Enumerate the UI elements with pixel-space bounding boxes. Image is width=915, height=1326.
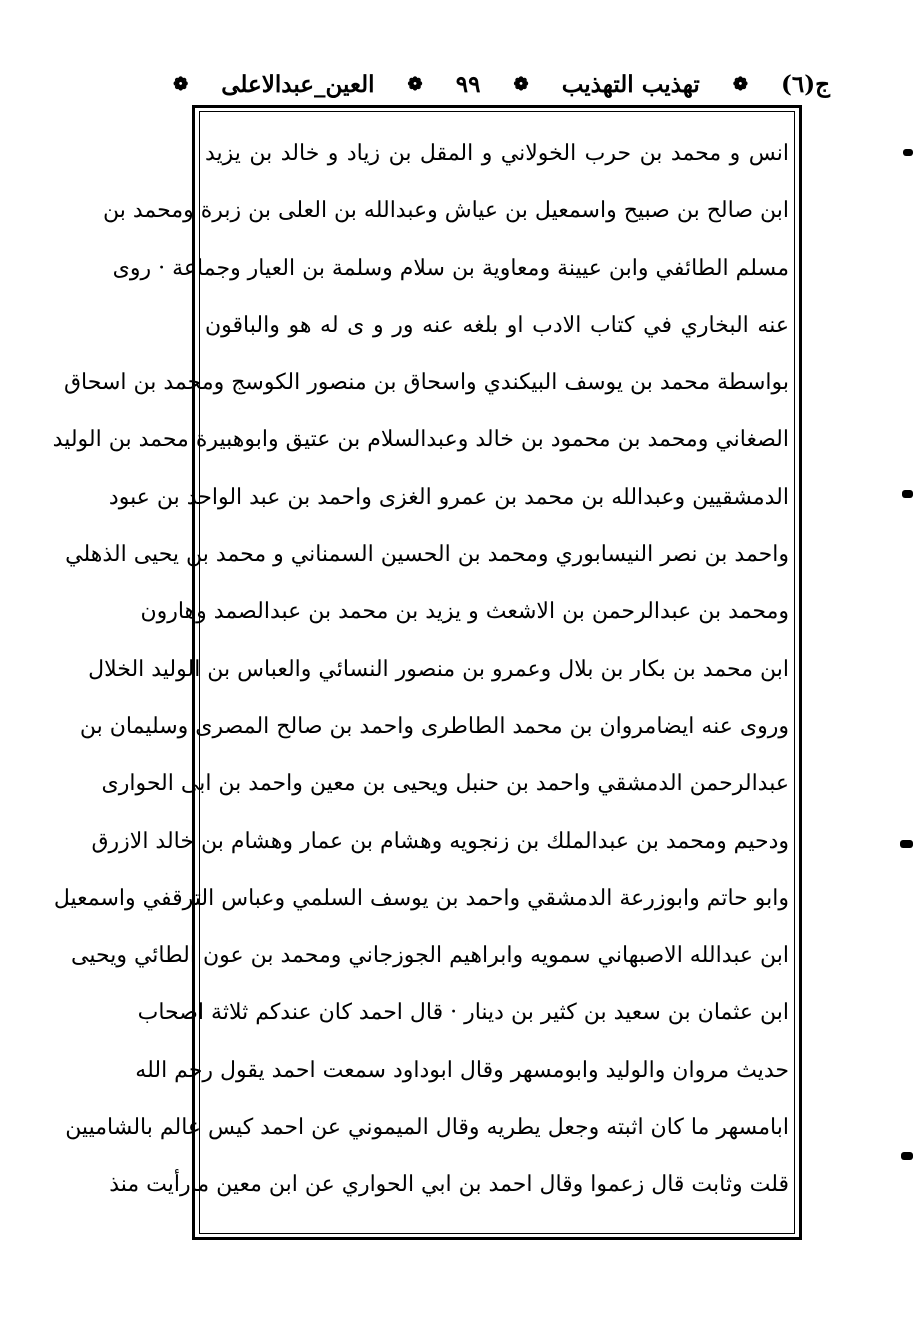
text-line: ابن محمد بن بكار بن بلال وعمرو بن منصور النسائي والعباس بن الوليد الخلال	[88, 656, 789, 682]
text-line: وروى عنه ايضامروان بن محمد الطاطرى واحمد بن صالح المصرى وسليمان بن	[79, 713, 789, 739]
book-title: تهذيب التهذيب	[561, 70, 700, 98]
text-line: وابو حاتم وابوزرعة الدمشقي واحمد بن يوسف السلمي وعباس الترقفي واسمعيل	[53, 885, 789, 911]
running-header	[170, 62, 830, 106]
text-line: ابن عثمان بن سعيد بن كثير بن دينار · قال احمد كان عندكم ثلاثة اصحاب	[137, 1000, 789, 1026]
text-line: واحمد بن نصر النيسابوري ومحمد بن الحسين السمناني و محمد بن يحيى الذهلي	[65, 542, 789, 568]
margin-mark	[902, 490, 913, 498]
text-line: انس و محمد بن حرب الخولاني و المقل بن زياد و خالد بن يزيد	[205, 141, 789, 166]
ornament-icon: ❁	[732, 73, 748, 95]
ornament-icon: ❁	[173, 73, 189, 95]
volume-label: ج(٦)	[781, 70, 830, 98]
text-line: عنه البخاري في كتاب الادب او بلغه عنه ور و ى له هو والباقون	[205, 312, 789, 338]
margin-mark	[903, 149, 913, 156]
text-line: ابامسهر ما كان اثبته وجعل يطريه وقال الميموني عن احمد كيس عالم بالشاميين	[65, 1115, 789, 1141]
text-line: عبدالرحمن الدمشقي واحمد بن حنبل ويحيى بن معين واحمد بن ابى الحوارى	[101, 771, 789, 797]
text-body	[52, 125, 789, 1214]
section-heading: العين_عبدالاعلى	[221, 70, 375, 98]
margin-mark	[901, 1152, 913, 1160]
text-line: ودحيم ومحمد بن عبدالملك بن زنجويه وهشام بن عمار وهشام بن خالد الازرق	[91, 828, 789, 854]
ornament-icon: ❁	[407, 73, 423, 95]
text-line: قلت وثابت قال زعموا وقال احمد بن ابي الحواري عن ابن معين مارأيت منذ	[109, 1172, 789, 1198]
margin-mark	[900, 840, 913, 848]
text-line: مسلم الطائفي وابن عيينة ومعاوية بن سلام وسلمة بن العيار وجماعة · روى	[112, 255, 789, 281]
text-line: ومحمد بن عبدالرحمن بن الاشعث و يزيد بن محمد بن عبدالصمد وهارون	[140, 599, 789, 625]
text-line: حديث مروان والوليد وابومسهر وقال ابوداود سمعت احمد يقول رحم الله	[135, 1057, 789, 1083]
text-line: ابن عبدالله الاصبهاني سمويه وابراهيم الجوزجاني ومحمد بن عون الطائي ويحيى	[71, 943, 789, 969]
text-line: الدمشقيين وعبدالله بن محمد بن عمرو الغزى واحمد بن عبد الواحد بن عبود	[108, 484, 789, 510]
text-line: بواسطة محمد بن يوسف البيكندي واسحاق بن منصور الكوسج ومحمد بن اسحاق	[63, 370, 789, 396]
page-number: ٩٩	[455, 70, 481, 98]
text-line: ابن صالح بن صبيح واسمعيل بن عياش وعبدالله بن العلى بن زبرة ومحمد بن	[103, 198, 789, 224]
ornament-icon: ❁	[513, 73, 529, 95]
text-line: الصغاني ومحمد بن محمود بن خالد وعبدالسلام بن عتيق وابوهبيرة محمد بن الوليد	[52, 427, 789, 453]
